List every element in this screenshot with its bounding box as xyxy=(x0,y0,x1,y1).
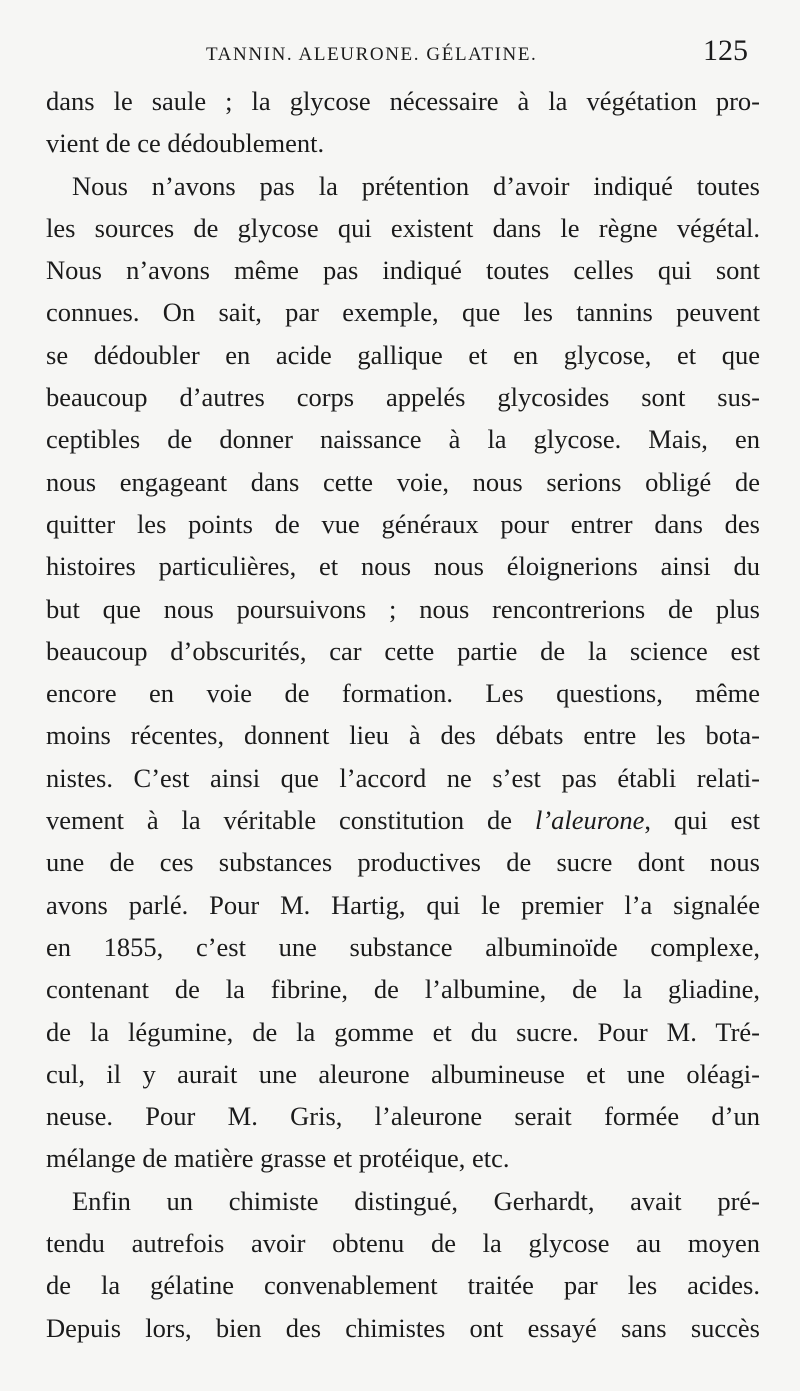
text-line: Nous n’avons même pas indiqué toutes celles qui sont xyxy=(46,255,760,286)
text-line: neuse. Pour M. Gris, l’aleurone serait formée d’un xyxy=(46,1101,760,1132)
text-run: vement à la véritable constitution de xyxy=(46,805,535,836)
italic-term: l’aleurone xyxy=(534,805,645,836)
text-line: mélange de matière grasse et protéique, etc. xyxy=(46,1143,510,1174)
text-line: nistes. C’est ainsi que l’accord ne s’est pas établi relati- xyxy=(46,762,760,793)
text-line: une de ces substances productives de sucre dont nous xyxy=(46,847,760,878)
text-line: but que nous poursuivons ; nous rencontrerions de plus xyxy=(46,593,760,624)
text-line: ceptibles de donner naissance à la glycose. Mais, en xyxy=(46,424,760,455)
text-line: de la légumine, de la gomme et du sucre. Pour M. Tré- xyxy=(46,1016,760,1047)
text-line: beaucoup d’autres corps appelés glycosides sont sus- xyxy=(46,382,760,413)
text-line: encore en voie de formation. Les questions, même xyxy=(46,678,760,709)
text-line: contenant de la fibrine, de l’albumine, de la gliadine, xyxy=(46,974,760,1005)
text-line: cul, il y aurait une aleurone albumineuse et une oléagi- xyxy=(46,1058,760,1089)
text-line: Enfin un chimiste distingué, Gerhardt, avait pré- xyxy=(72,1185,760,1216)
text-line: en 1855, c’est une substance albuminoïde complexe, xyxy=(46,931,760,962)
text-run: , qui est xyxy=(644,805,760,836)
text-line: histoires particulières, et nous nous éloignerions ainsi du xyxy=(46,551,760,582)
page-number: 125 xyxy=(703,34,748,67)
text-line: Depuis lors, bien des chimistes ont essayé sans succès xyxy=(46,1312,760,1343)
text-line: vient de ce dédoublement. xyxy=(46,128,325,159)
text-line: nous engageant dans cette voie, nous serions obligé de xyxy=(46,466,760,497)
running-head xyxy=(46,34,760,74)
text-line: avons parlé. Pour M. Hartig, qui le premier l’a signalée xyxy=(46,889,760,920)
text-line: les sources de glycose qui existent dans le règne végétal. xyxy=(46,212,760,243)
text-line-with-italic xyxy=(46,799,760,841)
text-line: connues. On sait, par exemple, que les tannins peuvent xyxy=(46,297,760,328)
text-line: se dédoubler en acide gallique et en glycose, et que xyxy=(46,339,760,370)
text-line: quitter les points de vue généraux pour entrer dans des xyxy=(46,508,760,539)
text-line: beaucoup d’obscurités, car cette partie de la science est xyxy=(46,635,760,666)
body-text xyxy=(46,80,760,1349)
running-title: TANNIN. ALEURONE. GÉLATINE. xyxy=(206,44,538,65)
text-line: dans le saule ; la glycose nécessaire à la végétation pro- xyxy=(46,86,760,116)
text-line: de la gélatine convenablement traitée par les acides. xyxy=(46,1270,760,1301)
text-line: tendu autrefois avoir obtenu de la glycose au moyen xyxy=(46,1228,760,1259)
text-line: Nous n’avons pas la prétention d’avoir indiqué toutes xyxy=(72,170,760,201)
text-line: moins récentes, donnent lieu à des débats entre les bota- xyxy=(46,720,760,751)
